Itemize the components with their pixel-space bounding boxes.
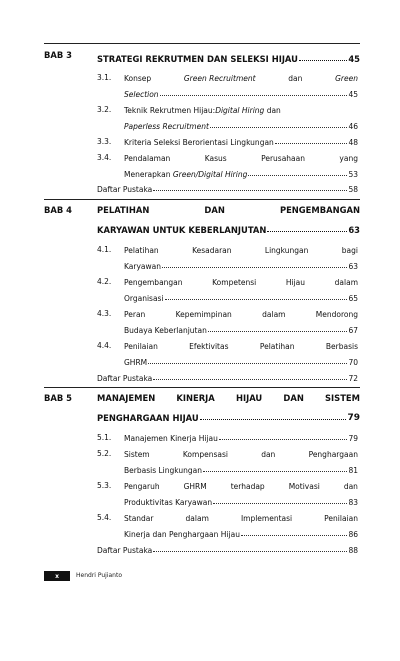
dot-leader [162,267,347,268]
dot-leader [203,471,347,472]
page-number: 67 [348,326,358,335]
entry-number: 4.3. [97,309,112,318]
dot-leader [148,363,347,364]
dot-leader [153,551,347,552]
chapter-title-cont[interactable]: KARYAWAN UNTUK KEBERLANJUTAN 63 [97,225,360,235]
toc-entry-5-4-cont[interactable]: Kinerja dan Penghargaan Hijau 86 [124,530,358,539]
chapter-number: BAB 5 [44,393,72,403]
toc-entry-5-3-cont[interactable]: Produktivitas Karyawan 83 [124,498,358,507]
dot-leader [165,299,348,300]
dot-leader [267,231,347,232]
toc-entry-3-2-cont[interactable]: Paperless Recruitment 46 [124,122,358,131]
page-number: 63 [348,262,358,271]
page-number: 83 [348,498,358,507]
toc-entry-3-1-cont[interactable]: Selection 45 [124,90,358,99]
dot-leader [153,190,347,191]
dot-leader [208,331,348,332]
chapter-number: BAB 4 [44,205,72,215]
page-number: 46 [348,122,358,131]
toc-entry-4-1-cont[interactable]: Karyawan 63 [124,262,358,271]
toc-entry-4-2-cont[interactable]: Organisasi 65 [124,294,358,303]
dot-leader [200,419,347,420]
page-number: 79 [347,413,360,423]
dot-leader [275,143,348,144]
footer-page-number: x [44,571,70,581]
page-number: 79 [348,434,358,443]
toc-entry-4-4[interactable]: Penilaian Efektivitas Pelatihan Berbasis [124,342,358,351]
bibliography-entry[interactable]: Daftar Pustaka 72 [97,374,358,383]
page-number: 48 [348,138,358,147]
entry-number: 3.4. [97,153,112,162]
toc-entry-3-4[interactable]: Pendalaman Kasus Perusahaan yang [124,154,358,163]
entry-number: 3.1. [97,73,112,82]
bibliography-entry[interactable]: Daftar Pustaka 58 [97,185,358,194]
toc-entry-3-3[interactable]: Kriteria Seleksi Berorientasi Lingkungan 48 [124,138,358,147]
entry-number: 4.4. [97,341,112,350]
chapter-number: BAB 3 [44,50,72,60]
page-number: 58 [348,185,358,194]
toc-entry-4-1[interactable]: Pelatihan Kesadaran Lingkungan bagi [124,246,358,255]
page-number: 81 [348,466,358,475]
entry-number: 3.3. [97,137,112,146]
page-number: 70 [348,358,358,367]
toc-entry-3-1[interactable]: Konsep Green Recruitment dan Green [124,74,358,83]
page-number: 72 [348,374,358,383]
toc-entry-5-2[interactable]: Sistem Kompensasi dan Penghargaan [124,450,358,459]
toc-entry-3-2[interactable]: Teknik Rekrutmen Hijau: Digital Hiring dan [124,106,281,115]
dot-leader [299,60,347,61]
entry-number: 4.1. [97,245,112,254]
chapter-title[interactable]: PELATIHAN DAN PENGEMBANGAN [97,205,360,215]
chapter-title[interactable]: MANAJEMEN KINERJA HIJAU DAN SISTEM [97,393,360,403]
dot-leader [210,127,348,128]
dot-leader [153,379,347,380]
toc-entry-4-3-cont[interactable]: Budaya Keberlanjutan 67 [124,326,358,335]
chapter-divider [44,43,360,44]
chapter-title-cont[interactable]: PENGHARGAAN HIJAU 79 [97,413,360,423]
entry-number: 4.2. [97,277,112,286]
toc-entry-5-3[interactable]: Pengaruh GHRM terhadap Motivasi dan [124,482,358,491]
entry-number: 5.1. [97,433,112,442]
dot-leader [248,175,347,176]
toc-entry-3-4-cont[interactable]: Menerapkan Green/Digital Hiring 53 [124,170,358,179]
page-number: 53 [348,170,358,179]
toc-entry-5-2-cont[interactable]: Berbasis Lingkungan 81 [124,466,358,475]
chapter-divider [44,387,360,388]
page-number: 88 [348,546,358,555]
page-number: 65 [348,294,358,303]
toc-entry-4-4-cont[interactable]: GHRM 70 [124,358,358,367]
dot-leader [213,503,347,504]
dot-leader [241,535,348,536]
entry-number: 5.4. [97,513,112,522]
toc-entry-4-3[interactable]: Peran Kepemimpinan dalam Mendorong [124,310,358,319]
chapter-divider [44,199,360,200]
page-number: 86 [348,530,358,539]
entry-number: 5.3. [97,481,112,490]
page-number: 63 [348,225,360,235]
toc-entry-5-1[interactable]: Manajemen Kinerja Hijau 79 [124,434,358,443]
entry-number: 5.2. [97,449,112,458]
entry-number: 3.2. [97,105,112,114]
toc-entry-4-2[interactable]: Pengembangan Kompetensi Hijau dalam [124,278,358,287]
dot-leader [219,439,348,440]
chapter-title[interactable]: STRATEGI REKRUTMEN DAN SELEKSI HIJAU 45 [97,54,360,64]
page-number: 45 [348,54,360,64]
footer-author: Hendri Pujianto [76,572,123,579]
dot-leader [160,95,348,96]
bibliography-entry[interactable]: Daftar Pustaka 88 [97,546,358,555]
toc-entry-5-4[interactable]: Standar dalam Implementasi Penilaian [124,514,358,523]
page-number: 45 [348,90,358,99]
